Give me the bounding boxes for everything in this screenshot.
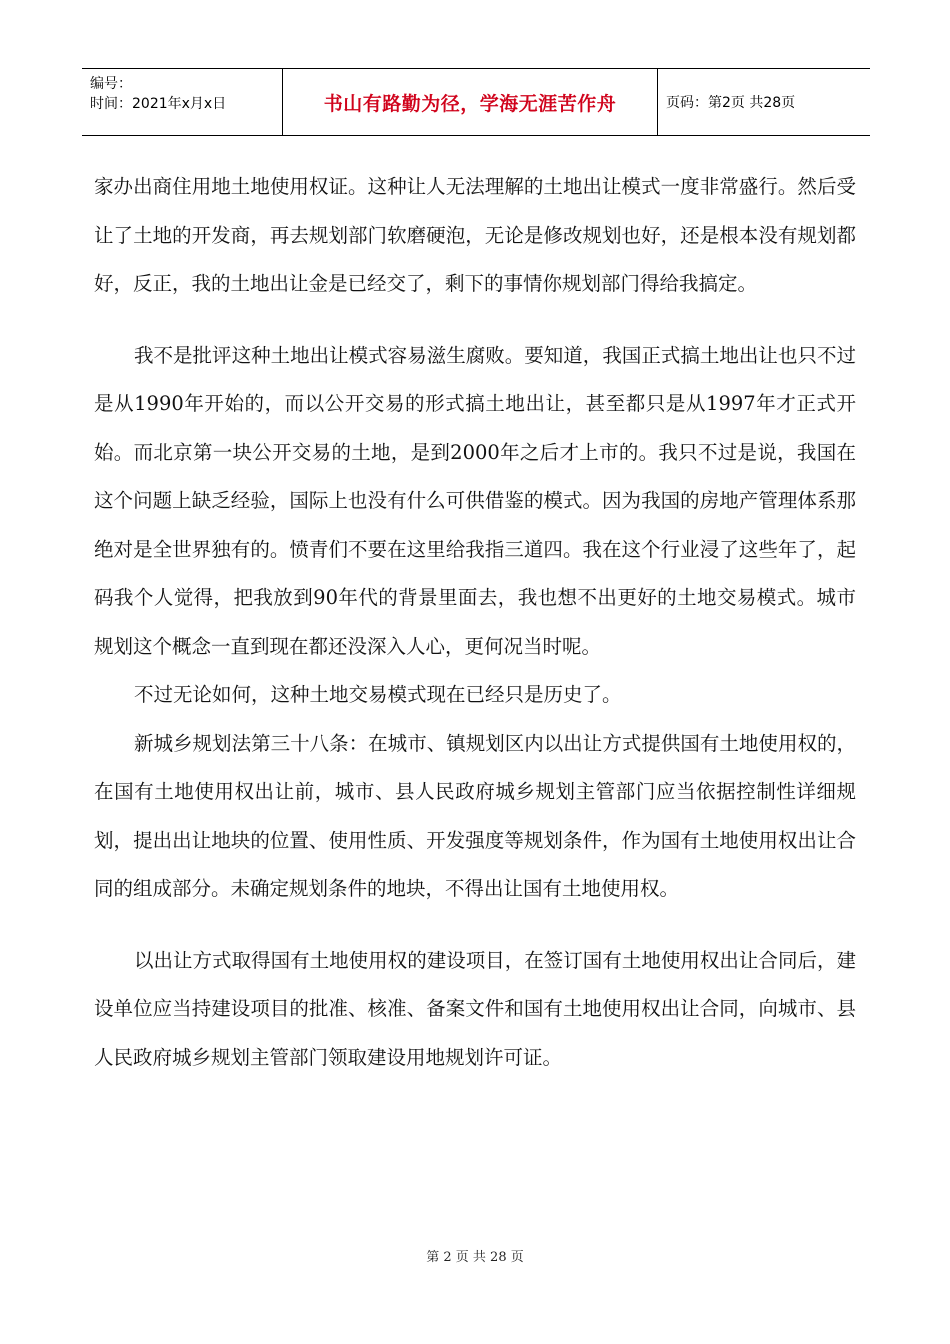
header-number-label: 编号： <box>90 76 132 92</box>
paragraph: 我不是批评这种土地出让模式容易滋生腐败。要知道，我国正式搞土地出让也只不过是从1990年开始的，而以公开交易的形式搞土地出让，甚至都只是从1997年才正式开始。而北京第一块公开交易的土地，是到2000年之后才上市的。我只不过是说，我国在这个问题上缺乏经验，国际上也没有什么可供借鉴的模式。因为我国的房地产管理体系那绝对是全世界独有的。愤青们不要在这里给我指三道四。我在这个行业浸了这些年了，起码我个人觉得，把我放到90年代的背景里面去，我也想不出更好的土地交易模式。城市规划这个概念一直到现在都还没深入人心，更何况当时呢。 <box>94 343 856 658</box>
header-time-label: 时间：2021年x月x日 <box>90 96 227 112</box>
header-motto: 书山有路勤为径，学海无涯苦作舟 <box>282 69 658 135</box>
paragraph: 新城乡规划法第三十八条：在城市、镇规划区内以出让方式提供国有土地使用权的，在国有土地使用权出让前，城市、县人民政府城乡规划主管部门应当依据控制性详细规划，提出出让地块的位置、使用性质、开发强度等规划条件，作为国有土地使用权出让合同的组成部分。未确定规划条件的地块，不得出让国有土地使用权。 <box>94 731 856 900</box>
document-header <box>82 68 870 136</box>
header-page-code: 页码：第2页 共28页 <box>666 95 796 111</box>
document-body <box>94 163 856 1082</box>
paragraph: 不过无论如何，这种土地交易模式现在已经只是历史了。 <box>134 683 622 706</box>
header-meta <box>82 69 282 135</box>
paragraph: 家办出商住用地土地使用权证。这种让人无法理解的土地出让模式一度非常盛行。然后受让了土地的开发商，再去规划部门软磨硬泡，无论是修改规划也好，还是根本没有规划都好，反正，我的土地出让金是已经交了，剩下的事情你规划部门得给我搞定。 <box>94 175 856 295</box>
paragraph: 以出让方式取得国有土地使用权的建设项目，在签订国有土地使用权出让合同后，建设单位应当持建设项目的批准、核准、备案文件和国有土地使用权出让合同，向城市、县人民政府城乡规划主管部门领取建设用地规划许可证。 <box>94 948 856 1069</box>
page-footer: 第 2 页 共 28 页 <box>426 1250 524 1265</box>
